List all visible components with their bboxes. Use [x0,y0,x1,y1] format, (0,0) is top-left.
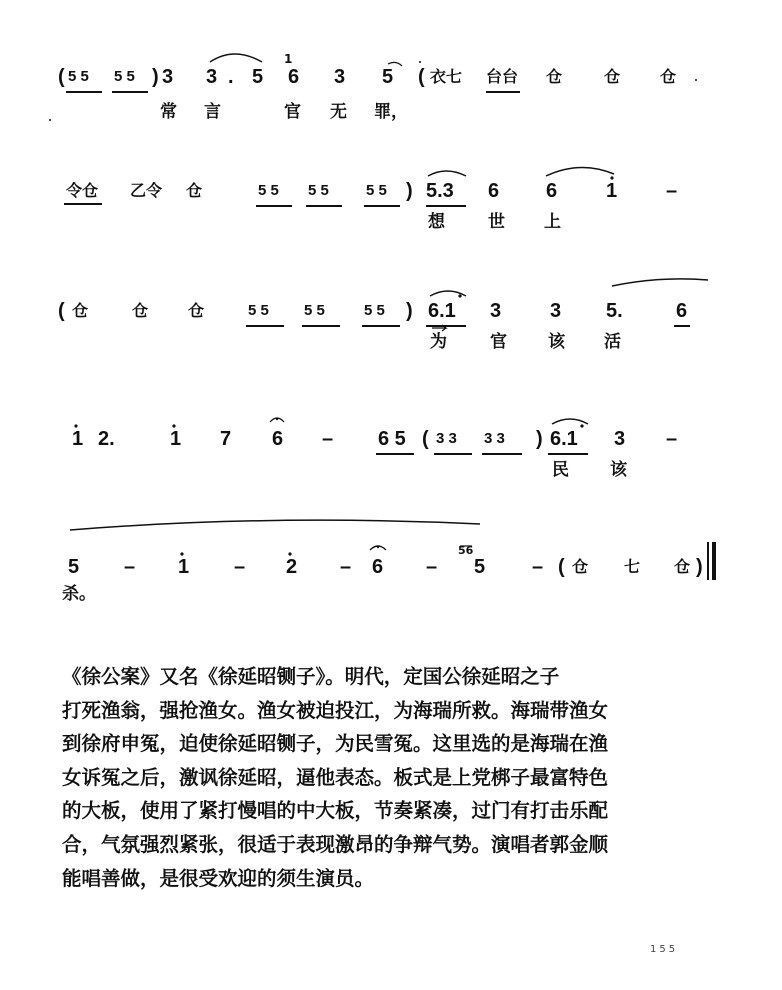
note: 1 [72,428,84,450]
paren-open: ( [58,300,65,322]
score-line-2 [0,172,782,262]
lyric: 罪， [374,102,408,122]
percussion-syllable: 令仓 [66,181,99,200]
percussion-syllable: 乙令 [130,181,163,200]
note-group: 5 5 [68,68,89,85]
dash: – [666,180,678,202]
text-line: 女诉冤之后，激讽徐延昭，逼他表态。板式是上党梆子最富特色 [62,765,609,789]
lyric: 世 [488,212,505,232]
dash: – [234,556,246,578]
paren-close: ) [536,428,543,450]
note: 3 [614,428,626,450]
slur [0,292,782,382]
note-group: 5 5 [114,68,135,85]
note: 1 [606,180,618,202]
lyric: 该 [610,460,627,480]
note-group: 3 3 [484,430,505,447]
note: 6.1 [550,428,578,450]
score-line-3 [0,292,782,382]
description-text [62,660,742,895]
dash: – [666,428,678,450]
lyric: 官 [490,332,507,352]
text-line: 到徐府申冤，迫使徐延昭铡子，为民雪冤。这里选的是海瑞在渔 [62,732,609,756]
percussion-syllable: 仓 [674,557,691,576]
percussion-syllable: 七 [624,557,641,576]
note: 5 [474,556,486,578]
lyric: 民 [552,460,569,480]
lyric: 该 [548,332,565,352]
note: 6 [372,556,384,578]
score-line-5 [0,544,782,638]
note: 3 [162,66,174,88]
note: 7 [220,428,232,450]
slur [0,172,782,262]
note: 6 [288,66,300,88]
note: 3 [550,300,562,322]
note: 2. [98,428,115,450]
lyric: 上 [544,212,561,232]
text-line: 合，气氛强烈紧张，很适于表现激昂的争辩气势。演唱者郭金顺 [62,832,609,856]
dash: – [124,556,136,578]
note-group: 5 5 [304,302,325,319]
note: 3 [490,300,502,322]
lyric: 活 [604,332,621,352]
lyric: 言 [204,102,221,122]
percussion-syllable: 仓 [546,67,563,86]
lyric: 想 [428,212,445,232]
note: 5 [252,66,264,88]
note-group: 5 5 [366,182,387,199]
lyric: 无 [330,102,347,122]
note: 6 [546,180,558,202]
percussion-syllable: 衣七 [430,67,463,86]
grace-note: 56 [458,544,474,557]
note: 6 [272,428,284,450]
paren-close: ) [152,66,159,88]
note-group: 6 5 [378,428,406,450]
note: 3 [206,66,218,88]
note-group: 3 3 [436,430,457,447]
note: 6.1 [428,300,456,322]
dash: – [532,556,544,578]
note-dot: . [228,66,234,88]
percussion-syllable: 仓 [660,67,677,86]
note: 5 [68,556,80,578]
page-number: 155 [650,944,679,955]
percussion-syllable: 仓 [132,301,149,320]
percussion-syllable: 仓 [72,301,89,320]
percussion-syllable: 仓 [186,181,203,200]
slur [0,548,782,638]
lyric: 杀。 [62,584,96,604]
dash: – [322,428,334,450]
paren-open: ( [558,556,565,578]
note: 1 [170,428,182,450]
percussion-syllable: 仓 [604,67,621,86]
grace-note: 1 [284,52,293,66]
paren-close: ) [406,300,413,322]
note: 6 [676,300,688,322]
text-line: 的大板，使用了紧打慢唱的中大板，节奏紧凑，过门有打击乐配 [62,799,609,823]
paren-close: ) [696,556,703,578]
note: 3 [334,66,346,88]
note: 1 [178,556,190,578]
dash: – [426,556,438,578]
paren-open: ( [422,428,429,450]
percussion-syllable: 台台 [486,67,519,86]
text-line: 能唱善做，是很受欢迎的须生演员。 [62,866,375,890]
lyric: 为 [430,332,447,352]
paren-open: ( [418,66,425,88]
note-group: 5 5 [258,182,279,199]
lyric: 官 [284,102,301,122]
note-group: 5 5 [308,182,329,199]
note: 5 [382,66,394,88]
paren-open: ( [58,66,65,88]
paren-close: ) [406,180,413,202]
percussion-syllable: 仓 [572,557,589,576]
text-line: 《徐公案》又名《徐延昭铡子》。明代，定国公徐延昭之子 [62,665,560,688]
note-group: 5 5 [364,302,385,319]
text-line: 打死渔翁，强抢渔女。渔女被迫投江，为海瑞所救。海瑞带渔女 [62,698,609,722]
score-line-4 [0,420,782,510]
percussion-syllable: 仓 [188,301,205,320]
dash: – [340,556,352,578]
lyric: 常 [160,102,177,122]
slur [0,420,782,510]
note: 5.3 [426,180,454,202]
note: 6 [488,180,500,202]
score-line-1 [0,52,782,148]
note-group: 5 5 [248,302,269,319]
note: 5. [606,300,623,322]
note: 2 [286,556,298,578]
